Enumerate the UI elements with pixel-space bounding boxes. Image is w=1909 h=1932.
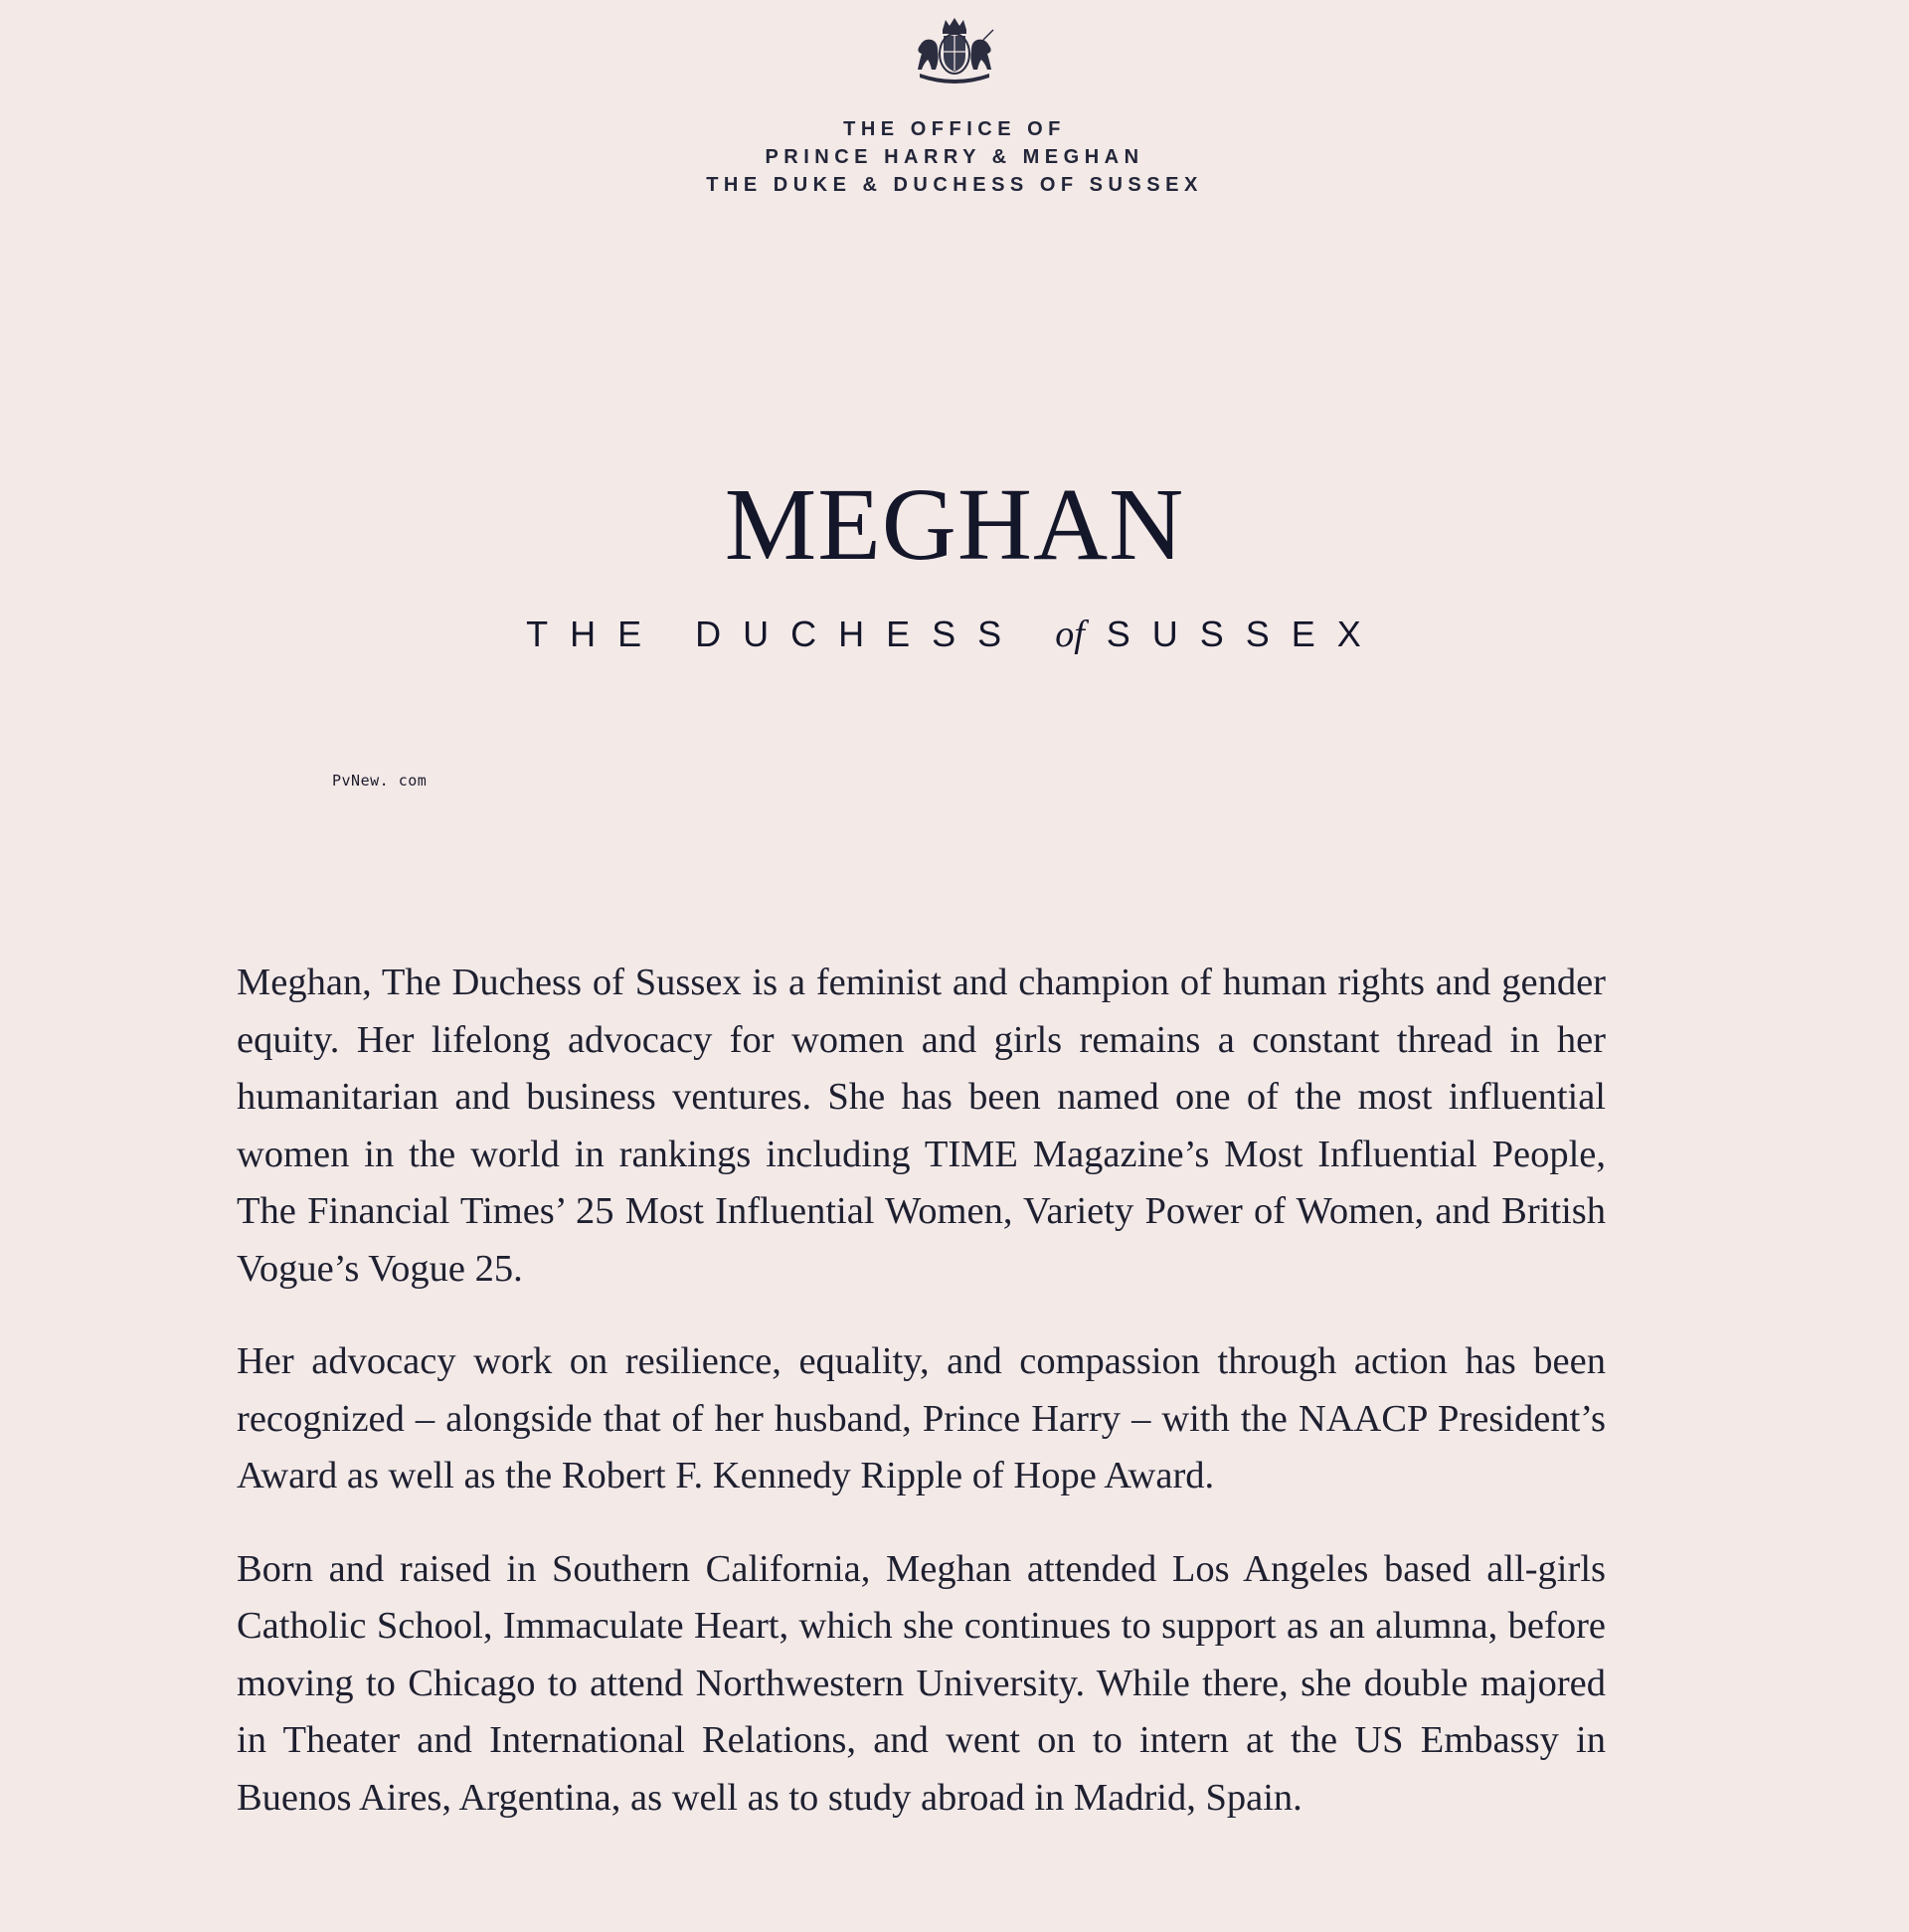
subtitle-sussex: SUSSEX — [1106, 614, 1383, 654]
page-title: MEGHAN — [724, 467, 1185, 582]
royal-coat-of-arms-icon — [910, 16, 999, 88]
subtitle-duchess: THE DUCHESS — [526, 614, 1024, 654]
office-line-3: THE DUKE & DUCHESS OF SUSSEX — [706, 174, 1203, 196]
office-line-1: THE OFFICE OF — [843, 118, 1066, 140]
watermark: PvNew. com — [332, 772, 428, 790]
office-line-2: PRINCE HARRY & MEGHAN — [765, 146, 1144, 168]
letterhead — [0, 16, 1909, 199]
subtitle-of: of — [1055, 614, 1085, 655]
office-name — [0, 115, 1909, 199]
page-subtitle — [0, 613, 1909, 656]
bio-paragraph-1: Meghan, The Duchess of Sussex is a feminist and champion of human rights and gender equity. Her lifelong advocacy for women and girls remains a constant thread in her humanitarian and business ventures. She has been named one of the most influential women in the world in rankings including TIME Magazine’s Most Influential People, The Financial Times’ 25 Most Influential Women, Variety Power of Women, and British Vogue’s Vogue 25. — [237, 962, 1606, 1290]
bio-paragraph-2: Her advocacy work on resilience, equality, and compassion through action has been recognized – alongside that of her husband, Prince Harry – with the NAACP President’s Award as well as the Robert F. Kennedy Ripple of Hope Award. — [237, 1340, 1606, 1496]
bio-paragraph-3: Born and raised in Southern California, Meghan attended Los Angeles based all-girls Catholic School, Immaculate Heart, which she continues to support as an alumna, before moving to Chicago to attend Northwestern University. While there, she double majored in Theater and International Relations, and went on to intern at the US Embassy in Buenos Aires, Argentina, as well as to study abroad in Madrid, Spain. — [237, 1547, 1606, 1819]
biography — [237, 955, 1606, 1862]
title-block — [0, 467, 1909, 656]
